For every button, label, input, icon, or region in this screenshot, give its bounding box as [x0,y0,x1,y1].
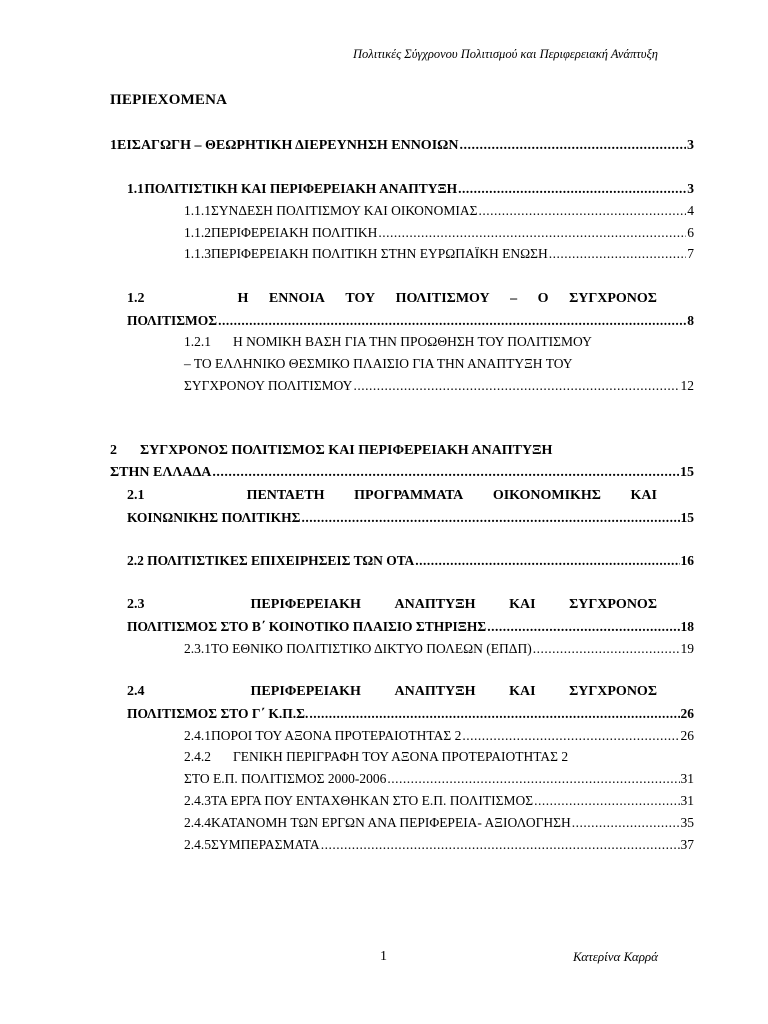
entry-number: 1 [110,138,117,153]
entry-page: 8 [687,313,694,328]
entry-page: 3 [687,138,694,153]
toc-entry-2-2[interactable] [127,551,694,571]
entry-page: 7 [687,246,694,261]
toc-entry-2-1-line1[interactable] [127,486,657,506]
entry-word: ΠΕΡΙΦΕΡΕΙΑΚΗ [250,597,361,612]
entry-title: ΣΤΗΝ ΕΛΛΑΔΑ [110,465,212,480]
entry-number: 2.4.1 [184,728,211,743]
entry-word: – [510,291,518,306]
entry-number: 2.4.3 [184,793,211,808]
entry-page: 31 [680,771,694,786]
entry-word: ΚΑΙ [509,597,536,612]
entry-title: ΠΟΛΙΤΙΣΜΟΣ ΣΤΟ Β΄ ΚΟΙΝΟΤΙΚΟ ΠΛΑΙΣΙΟ ΣΤΗΡΙΞΗΣ [127,619,487,634]
entry-number: 1.1 [127,181,144,196]
entry-number: 2.4 [127,684,145,699]
toc-entry-2-3-line2[interactable] [127,617,694,637]
toc-entry-1-1-1[interactable] [184,201,694,221]
entry-number: 2.2 [127,553,144,568]
entry-word: ΠΟΛΙΤΙΣΜΟΥ [395,291,490,306]
dot-leader [534,791,679,811]
entry-title: ΠΟΡΟΙ ΤΟΥ ΑΞΟΝΑ ΠΡΟΤΕΡΑΙΟΤΗΤΑΣ 2 [211,728,462,743]
toc-entry-2-1-line2[interactable] [127,508,694,528]
entry-page: 26 [680,728,694,743]
entry-title: ΚΑΤΑΝΟΜΗ ΤΩΝ ΕΡΓΩΝ ΑΝΑ ΠΕΡΙΦΕΡΕΙΑ- ΑΞΙΟΛΟΓΗΣΗ [211,815,571,830]
toc-entry-2-4-line1[interactable] [127,682,657,702]
dot-leader [462,726,679,746]
entry-page: 35 [680,815,694,830]
toc-entry-2-4-2-line1[interactable] [184,747,568,767]
entry-number: 2.4.4 [184,815,211,830]
entry-page: 4 [687,203,694,218]
entry-number: 2.4.2 [184,749,211,764]
entry-number: 2.3 [127,597,145,612]
entry-page: 15 [680,510,694,525]
entry-number: 2.1 [127,488,145,503]
dot-leader [378,223,686,243]
entry-title: ΠΟΛΙΤΙΣΜΟΣ ΣΤΟ Γ΄ Κ.Π.Σ. [127,706,309,721]
entry-number: 1.1.3 [184,246,211,261]
entry-title: ΣΤΟ Ε.Π. ΠΟΛΙΤΙΣΜΟΣ 2000-2006 [184,771,387,786]
dot-leader [479,201,687,221]
toc-entry-2-4-5[interactable] [184,835,694,855]
entry-word: ΣΥΓΧΡΟΝΟΣ [569,291,657,306]
entry-word: ΑΝΑΠΤΥΞΗ [394,597,476,612]
toc-entry-2-4-3[interactable] [184,791,694,811]
running-header: Πολιτικές Σύγχρονου Πολιτισμού και Περιφερειακή Ανάπτυξη [353,47,658,61]
dot-leader [415,551,679,571]
entry-title: ΕΙΣΑΓΩΓΗ – ΘΕΩΡΗΤΙΚΗ ΔΙΕΡΕΥΝΗΣΗ ΕΝΝΟΙΩΝ [117,138,459,153]
dot-leader [387,769,679,789]
toc-entry-1-2-1-line2: – ΤΟ ΕΛΛΗΝΙΚΟ ΘΕΣΜΙΚΟ ΠΛΑΙΣΙΟ ΓΙΑ ΤΗΝ ΑΝΑΠΤΥΞΗ ΤΟΥ [184,356,573,371]
toc-entry-1-2-line2[interactable] [127,311,694,331]
entry-word: ΚΑΙ [509,684,536,699]
toc-entry-1-1-2[interactable] [184,223,694,243]
entry-title: ΚΟΙΝΩΝΙΚΗΣ ΠΟΛΙΤΙΚΗΣ [127,510,301,525]
toc-entry-1[interactable] [110,136,694,156]
entry-title: Η ΝΟΜΙΚΗ ΒΑΣΗ ΓΙΑ ΤΗΝ ΠΡΟΩΘΗΣΗ ΤΟΥ ΠΟΛΙΤΙΣΜΟΥ [233,334,592,349]
entry-title: ΓΕΝΙΚΗ ΠΕΡΙΓΡΑΦΗ ΤΟΥ ΑΞΟΝΑ ΠΡΟΤΕΡΑΙΟΤΗΤΑΣ 2 [233,749,569,764]
entry-title: ΠΕΡΙΦΕΡΕΙΑΚΗ ΠΟΛΙΤΙΚΗ ΣΤΗΝ ΕΥΡΩΠΑΪΚΗ ΕΝΩΣΗ [211,246,548,261]
entry-title: ΤΑ ΕΡΓΑ ΠΟΥ ΕΝΤΑΧΘΗΚΑΝ ΣΤΟ Ε.Π. ΠΟΛΙΤΙΣΜΟΣ [211,793,534,808]
entry-page: 3 [687,181,694,196]
dot-leader [218,311,686,331]
toc-title: ΠΕΡΙΕΧΟΜΕΝΑ [110,92,228,108]
entry-title: ΣΥΜΠΕΡΑΣΜΑΤΑ [211,837,320,852]
entry-title: ΠΟΛΙΤΙΣΤΙΚΗ ΚΑΙ ΠΕΡΙΦΕΡΕΙΑΚΗ ΑΝΑΠΤΥΞΗ [144,181,458,196]
entry-word: ΟΙΚΟΝΟΜΙΚΗΣ [492,488,601,503]
entry-word: Ο [537,291,549,306]
toc-entry-2-4-4[interactable] [184,813,694,833]
entry-title: ΤΟ ΕΘΝΙΚΟ ΠΟΛΙΤΙΣΤΙΚΟ ΔΙΚΤΥΟ ΠΟΛΕΩΝ (ΕΠΔΠ) [211,641,532,656]
dot-leader [487,617,679,637]
entry-title: ΠΕΡΙΦΕΡΕΙΑΚΗ ΠΟΛΙΤΙΚΗ [211,225,378,240]
toc-entry-2-3-line1[interactable] [127,595,657,615]
toc-entry-2-line2[interactable] [110,463,694,483]
dot-leader [458,179,686,199]
dot-leader [212,463,679,483]
toc-entry-1-1[interactable] [127,179,694,199]
entry-page: 18 [680,619,694,634]
toc-entry-1-2-line1[interactable] [127,289,657,309]
entry-page: 15 [680,465,694,480]
toc-entry-2-3-1[interactable] [184,639,694,659]
entry-number: 1.1.1 [184,203,211,218]
entry-page: 19 [680,641,694,656]
toc-entry-2-4-line2[interactable] [127,704,694,724]
toc-entry-2-4-1[interactable] [184,726,694,746]
dot-leader [459,136,686,156]
entry-word: ΚΑΙ [630,488,657,503]
dot-leader [549,244,686,264]
entry-word: ΠΕΡΙΦΕΡΕΙΑΚΗ [250,684,361,699]
entry-page: 31 [680,793,694,808]
author-name: Κατερίνα Καρρά [572,949,658,964]
entry-number: 1.1.2 [184,225,211,240]
page-number: 1 [380,949,387,964]
dot-leader [309,704,679,724]
entry-page: 6 [687,225,694,240]
entry-number: 1.2.1 [184,334,211,349]
entry-page: 37 [680,837,694,852]
entry-word: ΠΡΟΓΡΑΜΜΑΤΑ [354,488,464,503]
entry-word: Η [237,291,249,306]
toc-entry-1-2-1-line3[interactable] [184,376,694,396]
entry-word: ΠΕΝΤΑΕΤΗ [246,488,325,503]
entry-title: ΣΥΓΧΡΟΝΟΥ ΠΟΛΙΤΙΣΜΟΥ [184,378,353,393]
entry-title: ΠΟΛΙΤΙΣΤΙΚΕΣ ΕΠΙΧΕΙΡΗΣΕΙΣ ΤΩΝ ΟΤΑ [147,553,415,568]
dot-leader [572,813,680,833]
entry-page: 12 [680,378,694,393]
toc-entry-2-4-2-line2[interactable] [184,769,694,789]
toc-entry-2-line1[interactable] [110,441,552,461]
entry-word: ΣΥΓΧΡΟΝΟΣ [569,597,657,612]
entry-page: 16 [680,553,694,568]
entry-word: ΕΝΝΟΙΑ [268,291,325,306]
entry-title: ΣΥΝΔΕΣΗ ΠΟΛΙΤΙΣΜΟΥ ΚΑΙ ΟΙΚΟΝΟΜΙΑΣ [211,203,478,218]
entry-page: 26 [680,706,694,721]
entry-number: 1.2 [127,291,145,306]
dot-leader [321,835,680,855]
entry-title: ΣΥΓΧΡΟΝΟΣ ΠΟΛΙΤΙΣΜΟΣ ΚΑΙ ΠΕΡΙΦΕΡΕΙΑΚΗ ΑΝΑΠΤΥΞΗ [140,443,553,458]
entry-word: ΣΥΓΧΡΟΝΟΣ [569,684,657,699]
entry-word: ΑΝΑΠΤΥΞΗ [394,684,476,699]
toc-entry-1-1-3[interactable] [184,244,694,264]
entry-word: ΤΟΥ [345,291,376,306]
dot-leader [301,508,679,528]
toc-entry-1-2-1-line1[interactable] [184,332,592,352]
dot-leader [353,376,679,396]
entry-number: 2 [110,443,117,458]
entry-number: 2.4.5 [184,837,211,852]
entry-title: ΠΟΛΙΤΙΣΜΟΣ [127,313,218,328]
entry-number: 2.3.1 [184,641,211,656]
dot-leader [533,639,680,659]
